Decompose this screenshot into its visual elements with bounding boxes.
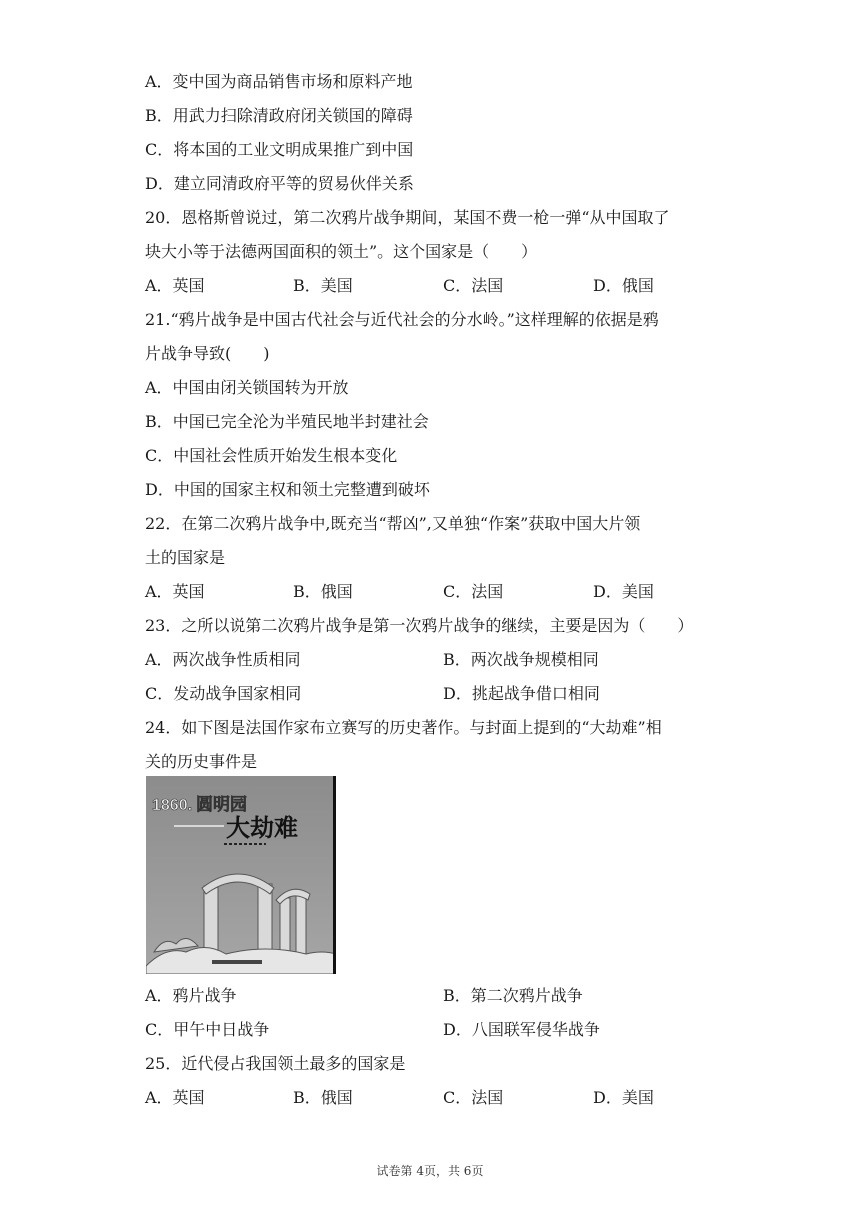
q24-option-c: C．甲午中日战争 [145,1020,270,1039]
q25-option-b: B．俄国 [293,1088,353,1107]
q23-option-b: B．两次战争规模相同 [443,650,599,669]
cover-border [333,776,336,974]
q24-option-d: D．八国联军侵华战争 [443,1020,600,1039]
cover-publisher-mark [212,960,262,964]
q22-option-a: A．英国 [145,582,205,601]
q23-stem-line1: 23．之所以说第二次鸦片战争是第一次鸦片战争的继续，主要是因为（ ） [145,616,694,635]
q21-stem-line2: 片战争导致( ) [145,344,270,363]
q23-option-d: D．挑起战争借口相同 [443,684,600,703]
q19-option-b: B．用武力扫除清政府闭关锁国的障碍 [145,106,413,125]
q25-option-a: A．英国 [145,1088,205,1107]
q23-option-a: A．两次战争性质相同 [145,650,301,669]
q20-stem-line2: 块大小等于法德两国面积的领土”。这个国家是（ ） [145,242,538,261]
q20-stem-line1: 20．恩格斯曾说过，第二次鸦片战争期间，某国不费一枪一弹“从中国取了 [145,208,670,227]
q20-option-b: B．美国 [293,276,353,295]
q20-option-d: D．俄国 [593,276,654,295]
q22-option-c: C．法国 [443,582,504,601]
q25-stem-line1: 25．近代侵占我国领土最多的国家是 [145,1054,406,1073]
cover-place-text: 圆明园 [196,795,247,815]
cover-title-text: 大劫难 [226,814,298,842]
q24-option-b: B．第二次鸦片战争 [443,986,583,1005]
q19-option-d: D．建立同清政府平等的贸易伙伴关系 [145,174,414,193]
book-cover-illustration [146,776,336,974]
q21-option-a: A．中国由闭关锁国转为开放 [145,378,349,397]
q22-option-d: D．美国 [593,582,654,601]
q21-stem-line1: 21.“鸦片战争是中国古代社会与近代社会的分水岭。”这样理解的依据是鸦 [145,310,659,329]
q24-stem-line1: 24．如下图是法国作家布立赛写的历史著作。与封面上提到的“大劫难”相 [145,718,662,737]
q25-option-d: D．美国 [593,1088,654,1107]
q24-stem-line2: 关的历史事件是 [145,752,258,771]
q21-option-b: B．中国已完全沦为半殖民地半封建社会 [145,412,429,431]
book-cover-image [146,776,336,974]
q23-option-c: C．发动战争国家相同 [145,684,302,703]
q20-option-a: A．英国 [145,276,205,295]
q21-option-c: C．中国社会性质开始发生根本变化 [145,446,398,465]
page-footer: 试卷第 4页，共 6页 [376,1164,484,1178]
cover-year-text: 1860. [152,797,193,814]
q21-option-d: D．中国的国家主权和领土完整遭到破坏 [145,480,430,499]
q22-option-b: B．俄国 [293,582,353,601]
q19-option-c: C．将本国的工业文明成果推广到中国 [145,140,414,159]
q22-stem-line2: 土的国家是 [145,548,226,567]
q19-option-a: A．变中国为商品销售市场和原料产地 [145,72,413,91]
q20-option-c: C．法国 [443,276,504,295]
q22-stem-line1: 22．在第二次鸦片战争中,既充当“帮凶”,又单独“作案”获取中国大片领 [145,514,641,533]
q25-option-c: C．法国 [443,1088,504,1107]
q24-option-a: A．鸦片战争 [145,986,237,1005]
